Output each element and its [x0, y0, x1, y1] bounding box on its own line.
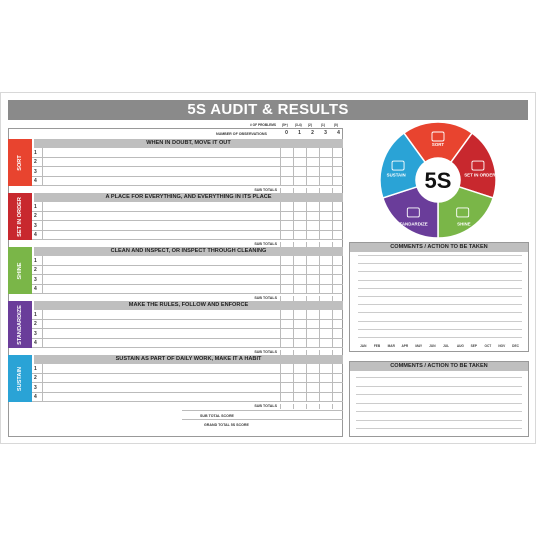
score-column-header: 2	[311, 130, 314, 136]
subtotal-row	[32, 348, 343, 355]
comment-line	[356, 377, 522, 378]
subtotal-row	[32, 294, 343, 301]
score-cell	[280, 177, 281, 186]
row-divider	[42, 393, 43, 402]
score-cell	[280, 285, 281, 294]
score-cell	[293, 221, 294, 230]
score-cell	[319, 383, 320, 392]
row-divider	[42, 339, 43, 348]
score-cell	[306, 212, 307, 221]
row-number: 3	[34, 222, 37, 229]
section-title: WHEN IN DOUBT, MOVE IT OUT	[34, 139, 343, 148]
row-number: 2	[34, 213, 37, 219]
problem-range: (5+)	[282, 123, 288, 127]
page-title: 5S AUDIT & RESULTS	[8, 100, 528, 120]
score-cell	[319, 320, 320, 329]
score-cell	[332, 404, 333, 410]
row-number: 1	[34, 149, 37, 156]
row-number: 4	[34, 286, 37, 292]
score-cell	[306, 158, 307, 167]
row-number: 2	[34, 321, 37, 327]
score-cell	[319, 202, 320, 211]
score-cell	[332, 212, 333, 221]
month-label: JUN	[429, 344, 436, 348]
row-divider	[42, 221, 43, 230]
audit-row	[32, 383, 343, 393]
subtotal-label: SUB TOTALS	[254, 187, 277, 192]
score-cell	[332, 320, 333, 329]
audit-row	[32, 231, 343, 241]
score-cell	[293, 404, 294, 410]
grand-total-row	[182, 419, 343, 429]
score-cell	[293, 202, 294, 211]
score-cell	[319, 177, 320, 186]
wheel-label: STANDARDIZE	[396, 221, 428, 227]
score-cell	[332, 329, 333, 338]
score-cell	[332, 148, 333, 157]
comment-line	[356, 394, 522, 395]
row-divider	[42, 364, 43, 373]
comment-line	[356, 411, 522, 412]
score-cell	[332, 256, 333, 265]
month-label: FEB	[373, 344, 381, 348]
score-column-header: 0	[285, 130, 288, 136]
audit-row	[32, 177, 343, 187]
section-tab	[8, 301, 32, 348]
score-cell	[306, 167, 307, 176]
grid-line	[358, 271, 522, 272]
score-cell	[293, 158, 294, 167]
row-number: 3	[34, 330, 37, 337]
row-divider	[42, 212, 43, 221]
grid-line	[358, 337, 522, 338]
comments-chart-panel	[349, 242, 529, 352]
grand-total-label: GRAND TOTAL 5S SCORE	[204, 422, 249, 427]
row-number: 1	[34, 203, 37, 210]
grid-line	[358, 288, 522, 289]
score-cell	[293, 364, 294, 373]
observations-label: NUMBER OF OBSERVATIONS	[216, 132, 267, 136]
audit-row	[32, 221, 343, 231]
grid-line	[358, 304, 522, 305]
wheel-label: SUSTAIN	[386, 172, 406, 178]
score-cell	[293, 310, 294, 319]
section-tab	[8, 139, 32, 186]
row-divider	[42, 310, 43, 319]
subtotal-label: SUB TOTALS	[254, 349, 277, 354]
score-cell	[306, 266, 307, 275]
score-cell	[332, 383, 333, 392]
score-cell	[293, 383, 294, 392]
score-cell	[332, 177, 333, 186]
problem-range: (0)	[334, 123, 338, 127]
score-cell	[306, 221, 307, 230]
score-cell	[319, 167, 320, 176]
score-cell	[319, 339, 320, 348]
grid-line	[358, 296, 522, 297]
score-cell	[293, 275, 294, 284]
month-label: JAN	[360, 344, 367, 348]
wheel-center-label: 5S	[424, 168, 452, 193]
row-divider	[42, 383, 43, 392]
score-cell	[332, 364, 333, 373]
score-cell	[332, 285, 333, 294]
audit-row	[32, 393, 343, 403]
grid-line	[358, 321, 522, 322]
score-cell	[319, 266, 320, 275]
subtotal-label: SUB TOTALS	[254, 241, 277, 246]
score-cell	[306, 256, 307, 265]
row-divider	[42, 158, 43, 167]
audit-row	[32, 329, 343, 339]
row-divider	[42, 177, 43, 186]
audit-row	[32, 148, 343, 158]
score-cell	[293, 329, 294, 338]
score-cell	[332, 393, 333, 402]
row-divider	[42, 266, 43, 275]
score-cell	[319, 393, 320, 402]
score-cell	[332, 266, 333, 275]
audit-row	[32, 339, 343, 349]
section-tab	[8, 247, 32, 294]
score-cell	[319, 231, 320, 240]
month-label: JUL	[443, 344, 450, 348]
score-cell	[306, 404, 307, 410]
score-cell	[306, 393, 307, 402]
score-cell	[280, 310, 281, 319]
score-cell	[280, 148, 281, 157]
row-number: 3	[34, 384, 37, 391]
score-cell	[280, 231, 281, 240]
score-cell	[293, 167, 294, 176]
score-cell	[280, 202, 281, 211]
subtotal-row	[32, 186, 343, 193]
row-number: 2	[34, 375, 37, 381]
score-cell	[306, 202, 307, 211]
wheel-label: SHINE	[457, 221, 471, 227]
score-cell	[280, 404, 281, 410]
score-cell	[319, 285, 320, 294]
score-cell	[306, 339, 307, 348]
score-cell	[293, 212, 294, 221]
score-cell	[280, 158, 281, 167]
row-divider	[42, 329, 43, 338]
5s-wheel	[378, 120, 498, 240]
row-number: 4	[34, 340, 37, 346]
problem-range: (3-4)	[295, 123, 302, 127]
score-cell	[306, 148, 307, 157]
score-cell	[306, 275, 307, 284]
section-title: A PLACE FOR EVERYTHING, AND EVERYTHING IN ITS PLACE	[34, 193, 343, 202]
grid-line	[358, 329, 522, 330]
audit-row	[32, 320, 343, 330]
audit-row	[32, 364, 343, 374]
subtotal-row	[32, 402, 343, 409]
score-cell	[332, 374, 333, 383]
score-cell	[293, 285, 294, 294]
row-number: 3	[34, 168, 37, 175]
section-tab	[8, 355, 32, 402]
section-title: MAKE THE RULES, FOLLOW AND ENFORCE	[34, 301, 343, 310]
score-cell	[306, 320, 307, 329]
grid-line	[358, 312, 522, 313]
problem-range: (1)	[321, 123, 325, 127]
row-number: 1	[34, 311, 37, 318]
score-cell	[280, 212, 281, 221]
section-tab-label: STANDARDIZE	[17, 304, 23, 345]
grid-line	[358, 255, 522, 256]
score-cell	[306, 374, 307, 383]
score-cell	[293, 320, 294, 329]
score-cell	[306, 285, 307, 294]
audit-row	[32, 374, 343, 384]
score-column-header: 4	[337, 130, 340, 136]
score-cell	[293, 374, 294, 383]
row-divider	[42, 275, 43, 284]
month-label: MAY	[415, 344, 423, 348]
comments-title: COMMENTS / ACTION TO BE TAKEN	[350, 362, 528, 371]
comment-line	[356, 420, 522, 421]
row-number: 2	[34, 159, 37, 165]
month-label: SEP	[470, 344, 478, 348]
audit-row	[32, 266, 343, 276]
score-cell	[306, 310, 307, 319]
audit-row	[32, 212, 343, 222]
month-label: APR	[401, 344, 409, 348]
audit-row	[32, 256, 343, 266]
section-title: SUSTAIN AS PART OF DAILY WORK, MAKE IT A HABIT	[34, 355, 343, 364]
wheel-label: SET IN ORDER	[464, 172, 496, 178]
row-divider	[42, 374, 43, 383]
score-cell	[280, 393, 281, 402]
row-divider	[42, 285, 43, 294]
score-cell	[319, 275, 320, 284]
problem-range: (2)	[308, 123, 312, 127]
grid-line	[358, 263, 522, 264]
section-tab	[8, 193, 32, 240]
score-cell	[280, 320, 281, 329]
audit-row	[32, 158, 343, 168]
score-cell	[293, 148, 294, 157]
row-number: 4	[34, 178, 37, 184]
audit-row	[32, 275, 343, 285]
score-cell	[332, 158, 333, 167]
score-cell	[332, 275, 333, 284]
row-number: 3	[34, 276, 37, 283]
score-cell	[280, 339, 281, 348]
score-cell	[332, 221, 333, 230]
score-cell	[306, 177, 307, 186]
audit-row	[32, 310, 343, 320]
month-label: MAR	[387, 344, 395, 348]
score-cell	[306, 329, 307, 338]
row-number: 1	[34, 257, 37, 264]
score-cell	[280, 266, 281, 275]
row-divider	[42, 202, 43, 211]
section-tab-label: SUSTAIN	[17, 366, 23, 391]
audit-row	[32, 167, 343, 177]
month-label: NOV	[498, 344, 506, 348]
subtotal-row	[32, 240, 343, 247]
score-cell	[280, 383, 281, 392]
score-column-header: 3	[324, 130, 327, 136]
score-cell	[332, 231, 333, 240]
section-tab-label: SET IN ORDER	[17, 196, 23, 237]
month-label: OCT	[484, 344, 492, 348]
score-cell	[293, 266, 294, 275]
grid-line	[358, 280, 522, 281]
row-divider	[42, 231, 43, 240]
subtotal-label: SUB TOTALS	[254, 403, 277, 408]
row-divider	[42, 320, 43, 329]
row-divider	[42, 167, 43, 176]
audit-row	[32, 285, 343, 295]
score-cell	[332, 310, 333, 319]
row-divider	[42, 148, 43, 157]
sub-total-score-label: SUB TOTAL SCORE	[200, 413, 234, 418]
score-cell	[280, 364, 281, 373]
score-cell	[319, 256, 320, 265]
score-cell	[280, 256, 281, 265]
score-cell	[319, 221, 320, 230]
score-cell	[293, 231, 294, 240]
month-label: DEC	[512, 344, 519, 348]
section-tab-label: SORT	[17, 154, 23, 171]
row-number: 1	[34, 365, 37, 372]
score-cell	[306, 231, 307, 240]
wheel-label: SORT	[431, 142, 445, 147]
comment-line	[356, 403, 522, 404]
score-cell	[319, 148, 320, 157]
score-cell	[319, 329, 320, 338]
comments-title: COMMENTS / ACTION TO BE TAKEN	[350, 243, 528, 252]
score-cell	[319, 364, 320, 373]
month-label: AUG	[456, 344, 464, 348]
score-cell	[280, 374, 281, 383]
score-cell	[319, 158, 320, 167]
score-cell	[332, 339, 333, 348]
row-number: 4	[34, 232, 37, 238]
score-cell	[306, 364, 307, 373]
section-title: CLEAN AND INSPECT, OR INSPECT THROUGH CLEANING	[34, 247, 343, 256]
score-cell	[319, 310, 320, 319]
score-cell	[293, 339, 294, 348]
score-cell	[280, 329, 281, 338]
comment-line	[356, 386, 522, 387]
score-cell	[293, 177, 294, 186]
score-column-header: 1	[298, 130, 301, 136]
score-cell	[319, 212, 320, 221]
audit-row	[32, 202, 343, 212]
score-cell	[280, 221, 281, 230]
row-divider	[42, 256, 43, 265]
score-cell	[293, 256, 294, 265]
row-number: 2	[34, 267, 37, 273]
section-tab-label: SHINE	[17, 261, 23, 280]
subtotal-label: SUB TOTALS	[254, 295, 277, 300]
score-cell	[319, 404, 320, 410]
score-cell	[280, 167, 281, 176]
comment-line	[356, 428, 522, 429]
score-cell	[332, 202, 333, 211]
row-number: 4	[34, 394, 37, 400]
comments-panel	[349, 361, 529, 437]
score-cell	[293, 393, 294, 402]
score-cell	[280, 275, 281, 284]
score-cell	[306, 383, 307, 392]
score-cell	[319, 374, 320, 383]
score-cell	[332, 167, 333, 176]
problems-label: # OF PROBLEMS	[250, 123, 277, 127]
